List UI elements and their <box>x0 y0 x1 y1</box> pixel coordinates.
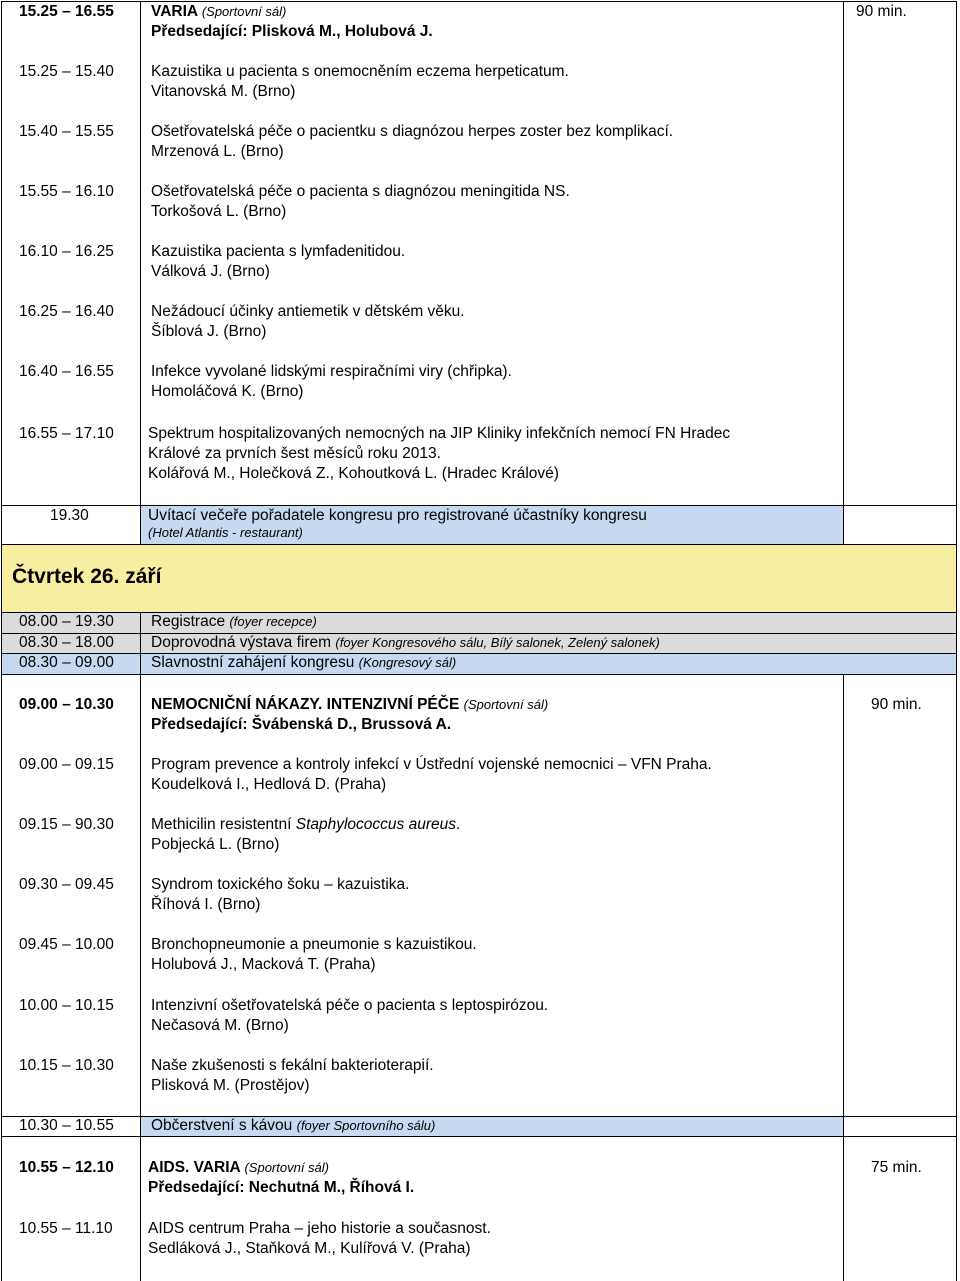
session-room: (Sportovní sál) <box>463 697 549 712</box>
session-time: 09.00 – 10.30 <box>19 696 114 713</box>
talk-time: 16.10 – 16.25 <box>19 243 114 260</box>
talk-time: 15.25 – 15.40 <box>19 63 114 80</box>
column-divider-duration <box>843 674 844 1281</box>
session-duration: 90 min. <box>856 3 907 20</box>
talk-author: Holubová J., Macková T. (Praha) <box>151 956 376 973</box>
talk-author: Válková J. (Brno) <box>151 263 270 280</box>
row-divider <box>1 544 957 545</box>
column-divider-duration <box>843 1 844 544</box>
talk-title: Spektrum hospitalizovaných nemocných na JIP Kliniky infekčních nemocí FN Hradec <box>148 425 731 442</box>
info-time: 08.30 – 18.00 <box>19 634 114 651</box>
session-room: (Sportovní sál) <box>244 1160 330 1175</box>
column-divider-time <box>140 1 141 544</box>
row-divider <box>1 612 957 613</box>
session-title-text: NEMOCNIČNÍ NÁKAZY. INTENZIVNÍ PÉČE <box>151 696 460 713</box>
talk-time: 09.00 – 09.15 <box>19 756 114 773</box>
talk-author: Sedláková J., Staňková M., Kulířová V. (Praha) <box>148 1240 471 1257</box>
talk-author: Torkošová L. (Brno) <box>151 203 287 220</box>
session-title-text: AIDS. VARIA <box>148 1159 241 1176</box>
session-chairs: Předsedající: Nechutná M., Říhová I. <box>148 1179 415 1196</box>
day-heading: Čtvrtek 26. září <box>12 565 162 588</box>
session-duration: 75 min. <box>871 1159 922 1176</box>
info-text <box>151 653 456 673</box>
registration-band <box>1 612 956 633</box>
talk-title: Infekce vyvolané lidskými respiračními viry (chřipka). <box>151 363 512 380</box>
talk-title: Syndrom toxického šoku – kazuistika. <box>151 876 410 893</box>
session-time: 10.55 – 12.10 <box>19 1159 114 1176</box>
dinner-note: (Hotel Atlantis - restaurant) <box>148 525 303 540</box>
dinner-time: 19.30 <box>50 507 89 524</box>
row-divider <box>1 653 957 654</box>
talk-time: 16.25 – 16.40 <box>19 303 114 320</box>
coffee-time: 10.30 – 10.55 <box>19 1117 114 1134</box>
info-text <box>151 612 317 632</box>
talk-author: Plisková M. (Prostějov) <box>151 1077 310 1094</box>
talk-time: 09.30 – 09.45 <box>19 876 114 893</box>
column-divider-time <box>140 612 141 1281</box>
talk-title <box>151 815 460 835</box>
session-title <box>151 2 286 22</box>
row-divider <box>1 674 957 675</box>
talk-time: 10.15 – 10.30 <box>19 1057 114 1074</box>
talk-title: Ošetřovatelská péče o pacienta s diagnózou meningitida NS. <box>151 183 570 200</box>
talk-title: Naše zkušenosti s fekální bakterioterapií. <box>151 1057 434 1074</box>
coffee-text <box>151 1116 435 1136</box>
talk-author: Říhová I. (Brno) <box>151 896 261 913</box>
talk-author: Vitanovská M. (Brno) <box>151 83 296 100</box>
talk-title-part: Methicilin resistentní <box>151 816 296 833</box>
info-label: Slavnostní zahájení kongresu <box>151 654 355 671</box>
talk-title-italic: Staphylococcus aureus <box>295 816 456 833</box>
border-right <box>956 1 957 1281</box>
session-time: 15.25 – 16.55 <box>19 3 114 20</box>
talk-time: 10.55 – 11.10 <box>19 1220 113 1237</box>
talk-title: Intenzivní ošetřovatelská péče o pacienta s leptospirózou. <box>151 997 549 1014</box>
session-title <box>151 695 548 715</box>
talk-author: Mrzenová L. (Brno) <box>151 143 284 160</box>
info-note: (Kongresový sál) <box>358 655 457 670</box>
talk-title-end: . <box>456 816 461 833</box>
talk-author: Nečasová M. (Brno) <box>151 1017 289 1034</box>
row-divider <box>1 1136 957 1137</box>
coffee-note: (foyer Sportovního sálu) <box>296 1118 436 1133</box>
talk-title: Kazuistika pacienta s lymfadenitidou. <box>151 243 406 260</box>
session-chairs: Předsedající: Plisková M., Holubová J. <box>151 23 433 40</box>
session-chairs: Předsedající: Švábenská D., Brussová A. <box>151 716 452 733</box>
talk-author: Pobjecká L. (Brno) <box>151 836 280 853</box>
talk-title: Kazuistika u pacienta s onemocněním eczema herpeticatum. <box>151 63 569 80</box>
talk-time: 10.00 – 10.15 <box>19 997 114 1014</box>
session-duration: 90 min. <box>871 696 922 713</box>
session-room: (Sportovní sál) <box>201 4 287 19</box>
talk-time: 09.15 – 90.30 <box>19 816 114 833</box>
talk-title-cont: Králové za prvních šest měsíců roku 2013. <box>148 445 441 462</box>
talk-author: Kolářová M., Holečková Z., Kohoutková L. (Hradec Králové) <box>148 465 559 482</box>
talk-author: Homoláčová K. (Brno) <box>151 383 304 400</box>
info-time: 08.00 – 19.30 <box>19 613 114 630</box>
talk-title: Program prevence a kontroly infekcí v Ústřední vojenské nemocnici – VFN Praha. <box>151 756 712 773</box>
session-title-text: VARIA <box>151 3 198 20</box>
talk-title: Bronchopneumonie a pneumonie s kazuistikou. <box>151 936 477 953</box>
talk-title: Ošetřovatelská péče o pacientku s diagnózou herpes zoster bez komplikací. <box>151 123 674 140</box>
talk-time: 16.40 – 16.55 <box>19 363 114 380</box>
info-label: Registrace <box>151 613 226 630</box>
opening-band <box>1 653 956 674</box>
talk-time: 15.55 – 16.10 <box>19 183 114 200</box>
talk-time: 15.40 – 15.55 <box>19 123 114 140</box>
talk-title: Nežádoucí účinky antiemetik v dětském věku. <box>151 303 465 320</box>
talk-title: AIDS centrum Praha – jeho historie a současnost. <box>148 1220 491 1237</box>
info-note: (foyer Kongresového sálu, Bílý salonek, Zelený salonek) <box>335 635 660 650</box>
info-text <box>151 633 660 653</box>
info-time: 08.30 – 09.00 <box>19 654 114 671</box>
dinner-text: Uvítací večeře pořadatele kongresu pro registrované účastníky kongresu <box>148 507 647 524</box>
coffee-label: Občerstvení s kávou <box>151 1117 293 1134</box>
talk-time: 16.55 – 17.10 <box>19 425 114 442</box>
border-left <box>1 1 2 1281</box>
talk-author: Koudelková I., Hedlová D. (Praha) <box>151 776 387 793</box>
row-divider <box>1 1116 957 1117</box>
info-note: (foyer recepce) <box>229 614 317 629</box>
session-title <box>148 1158 329 1178</box>
talk-author: Šíblová J. (Brno) <box>151 323 267 340</box>
talk-time: 09.45 – 10.00 <box>19 936 114 953</box>
border-top <box>1 1 957 2</box>
info-label: Doprovodná výstava firem <box>151 634 332 651</box>
